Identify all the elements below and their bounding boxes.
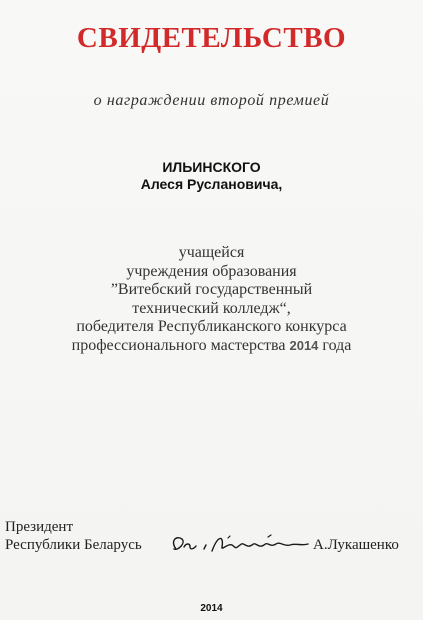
body-line-institution-type: учреждения образования [126,262,297,280]
body-line-institution-name-cont: технический колледж“, [132,299,291,317]
body-line-institution-name: ”Витебский государственный [110,281,313,298]
body-line-winner: победителя Республиканского конкурса [76,318,347,335]
recipient-given-name: Алеся Руслановича, [140,176,283,192]
signatory-position: Президент [5,519,73,535]
body-line-status: учащейся [178,244,245,261]
certificate-title: СВИДЕТЕЛЬСТВО [76,22,347,54]
signatory-title [5,518,73,536]
body-line-year-suffix: года [318,336,352,354]
signatory-country: Республики Беларусь [5,537,142,553]
signatory-name: А.Лукашенко [313,537,399,553]
recipient-surname: ИЛЬИНСКОГО [162,159,261,175]
body-line-competition-year [0,337,423,356]
certificate-body [0,244,423,355]
signature-line [5,537,423,559]
handwritten-signature [168,531,318,557]
body-line-competition: профессионального мастерства [71,336,290,354]
footer-year: 2014 [200,603,223,614]
award-subtitle: о награждении второй премией [93,92,330,109]
competition-year: 2014 [289,337,319,353]
